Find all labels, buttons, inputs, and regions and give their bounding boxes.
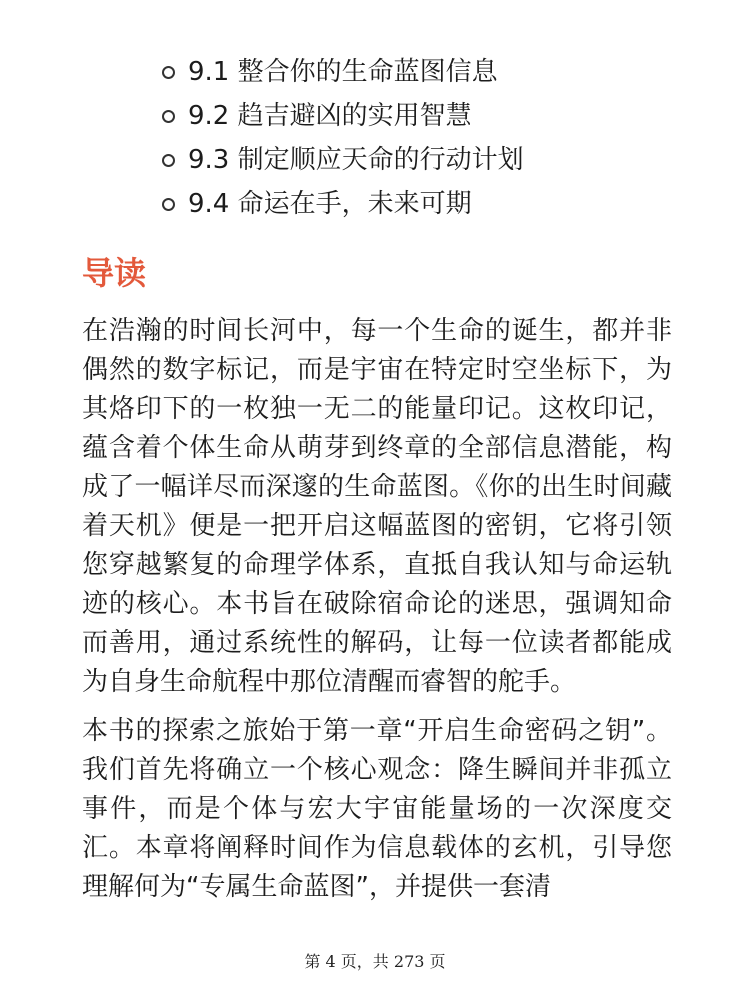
- toc-item-label: 9.3 制定顺应天命的行动计划: [188, 145, 524, 175]
- toc-item: [162, 94, 722, 138]
- toc-item: [162, 138, 722, 182]
- section-heading: 导读: [82, 254, 147, 292]
- toc-item-label: 9.1 整合你的生命蓝图信息: [188, 57, 498, 87]
- toc-item-label: 9.4 命运在手，未来可期: [188, 189, 472, 219]
- toc-item: [162, 50, 722, 94]
- hollow-circle-bullet-icon: [162, 154, 175, 167]
- body-paragraph: 在浩瀚的时间长河中，每一个生命的诞生，都并非偶然的数字标记，而是宇宙在特定时空坐标下，为其烙印下的一枚独一无二的能量印记。这枚印记，蕴含着个体生命从萌芽到终章的全部信息潜能，构成了一幅详尽而深邃的生命蓝图。《你的出生时间藏着天机》便是一把开启这幅蓝图的密钥，它将引领您穿越繁复的命理学体系，直抵自我认知与命运轨迹的核心。本书旨在破除宿命论的迷思，强调知命而善用，通过系统性的解码，让每一位读者都能成为自身生命航程中那位清醒而睿智的舵手。: [82, 316, 672, 697]
- hollow-circle-bullet-icon: [162, 110, 175, 123]
- body-paragraph: 本书的探索之旅始于第一章“开启生命密码之钥”。我们首先将确立一个核心观念：降生瞬间并非孤立事件，而是个体与宏大宇宙能量场的一次深度交汇。本章将阐释时间作为信息载体的玄机，引导您理解何为“专属生命蓝图”，并提供一套清: [82, 716, 672, 902]
- hollow-circle-bullet-icon: [162, 66, 175, 79]
- toc-item: [162, 182, 722, 226]
- table-of-contents: [162, 50, 722, 226]
- toc-item-label: 9.2 趋吉避凶的实用智慧: [188, 101, 472, 131]
- hollow-circle-bullet-icon: [162, 198, 175, 211]
- section-body: [82, 312, 672, 917]
- page-number: 第 4 页，共 273 页: [304, 952, 446, 971]
